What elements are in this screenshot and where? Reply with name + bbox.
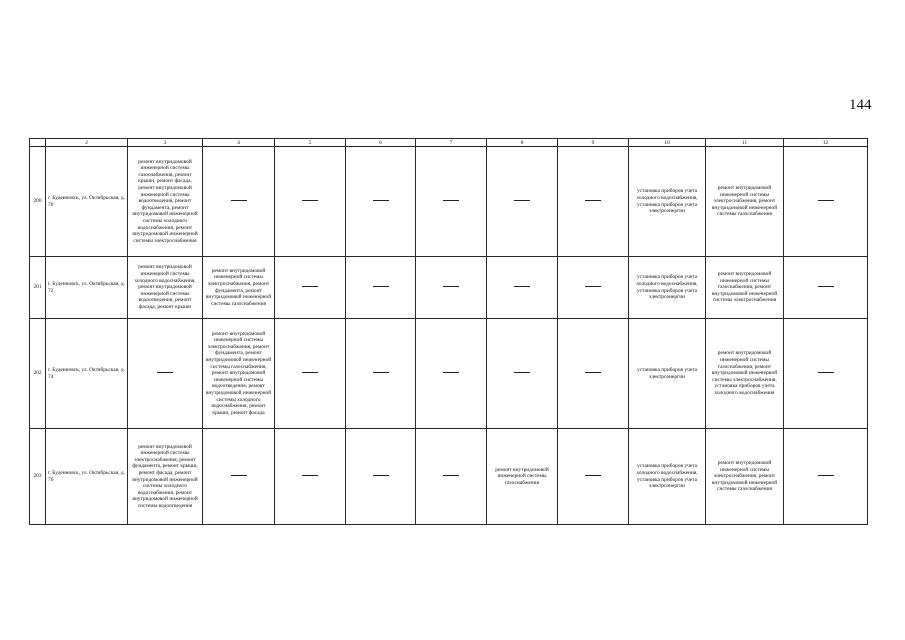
empty-dash-cell [558,147,629,257]
empty-dash-cell [784,147,868,257]
dash-mark [585,286,601,287]
column-number-6: 6 [346,139,416,147]
table-row [30,257,868,319]
dash-mark [818,286,834,287]
address-cell: г. Буденновск, ул. Октябрьская, д. 74 [46,319,128,429]
column-number-2: 2 [46,139,128,147]
dash-mark [373,372,389,373]
work-description-cell: ремонт внутридомовой инженерной системы газоснабжения [487,429,558,525]
empty-dash-cell [275,147,346,257]
work-description-cell: установка приборов учета холодного водоснабжения, установка приборов учета электроэнергии [629,257,706,319]
empty-dash-cell [203,429,275,525]
dash-mark [514,200,530,201]
column-number-12: 12 [784,139,868,147]
row-number: 201 [30,257,46,319]
dash-mark [443,372,459,373]
empty-dash-cell [275,429,346,525]
row-number: 202 [30,319,46,429]
row-number: 203 [30,429,46,525]
row-number: 200 [30,147,46,257]
empty-dash-cell [416,319,487,429]
dash-mark [302,286,318,287]
empty-dash-cell [346,319,416,429]
work-description-cell: установка приборов учета холодного водоснабжения, установка приборов учета электроэнергии [629,429,706,525]
empty-dash-cell [784,257,868,319]
empty-dash-cell [487,257,558,319]
table-row [30,147,868,257]
dash-mark [231,475,247,476]
dash-mark [818,200,834,201]
work-description-cell: ремонт внутридомовой инженерной системы электроснабжения, ремонт внутридомовой инженерной системы газоснабжения [706,429,784,525]
empty-dash-cell [558,429,629,525]
column-number-8: 8 [487,139,558,147]
dash-mark [373,286,389,287]
empty-dash-cell [487,319,558,429]
empty-dash-cell [346,147,416,257]
column-number-9: 9 [558,139,629,147]
column-number-1 [30,139,46,147]
header-row [30,139,868,147]
empty-dash-cell [416,429,487,525]
dash-mark [818,475,834,476]
empty-dash-cell [275,319,346,429]
dash-mark [373,475,389,476]
dash-mark [443,475,459,476]
empty-dash-cell [558,257,629,319]
repair-schedule-table [29,138,868,525]
empty-dash-cell [275,257,346,319]
column-number-5: 5 [275,139,346,147]
work-description-cell: ремонт внутридомовой инженерной системы холодного водоснабжения, ремонт внутридомовой инженерной системы водоотведения, ремонт фасада, ремонт крыши [128,257,203,319]
page-number: 144 [849,97,872,113]
dash-mark [514,286,530,287]
empty-dash-cell [558,319,629,429]
dash-mark [302,475,318,476]
work-description-cell: ремонт внутридомовой инженерной системы газоснабжения, ремонт крыши, ремонт фасада, ремонт внутридомовой инженерной системы водоотведения, ремонт фундамента, ремонт внутридомовой инженерной системы холодного водоснабжения, ремонт внутридомовой инженерной системы электроснабжения [128,147,203,257]
address-cell: г. Буденновск, ул. Октябрьская, д. 72 [46,257,128,319]
table-row [30,429,868,525]
empty-dash-cell [487,147,558,257]
empty-dash-cell [416,147,487,257]
work-description-cell: ремонт внутридомовой инженерной системы газоснабжения, ремонт внутридомовой инженерной системы электроснабжения, установка приборов учета холодного водоснабжения [706,319,784,429]
dash-mark [818,372,834,373]
work-description-cell: установка приборов учета электроэнергии [629,319,706,429]
dash-mark [585,475,601,476]
address-cell: г. Буденновск, ул. Октябрьская, д. 70 [46,147,128,257]
work-description-cell: ремонт внутридомовой инженерной системы электроснабжения, ремонт внутридомовой инженерной системы газоснабжения [706,147,784,257]
column-number-7: 7 [416,139,487,147]
empty-dash-cell [416,257,487,319]
column-number-11: 11 [706,139,784,147]
work-description-cell: ремонт внутридомовой инженерной системы газоснабжения, ремонт внутридомовой инженерной системы электроснабжения [706,257,784,319]
empty-dash-cell [784,319,868,429]
dash-mark [585,200,601,201]
dash-mark [302,200,318,201]
work-description-cell: установка приборов учета холодного водоснабжения, установка приборов учета электроэнергии [629,147,706,257]
empty-dash-cell [784,429,868,525]
empty-dash-cell [346,429,416,525]
work-description-cell: ремонт внутридомовой инженерной системы электроснабжения, ремонт фундамента, ремонт внутридомовой инженерной системы газоснабжения [203,257,275,319]
column-number-4: 4 [203,139,275,147]
work-description-cell: ремонт внутридомовой инженерной системы электроснабжения, ремонт фундамента, ремонт крыши, ремонт фасада, ремонт внутридомовой инженерной системы холодного водоснабжения, ремонт внутридомовой инженерной системы водоотведения [128,429,203,525]
table-row [30,319,868,429]
dash-mark [302,372,318,373]
dash-mark [443,200,459,201]
dash-mark [373,200,389,201]
address-cell: г. Буденновск, ул. Октябрьская, д. 76 [46,429,128,525]
work-description-cell: ремонт внутридомовой инженерной системы электроснабжения, ремонт фундамента, ремонт внутридомовой инженерной системы газоснабжения, ремонт внутридомовой инженерной системы водоотведения, ремонт внутридомовой инженерной системы холодного водоснабжения, ремонт крыши, ремонт фасада [203,319,275,429]
empty-dash-cell [128,319,203,429]
empty-dash-cell [203,147,275,257]
dash-mark [585,372,601,373]
dash-mark [514,372,530,373]
dash-mark [157,372,173,373]
column-number-10: 10 [629,139,706,147]
column-number-3: 3 [128,139,203,147]
dash-mark [443,286,459,287]
dash-mark [231,200,247,201]
empty-dash-cell [346,257,416,319]
